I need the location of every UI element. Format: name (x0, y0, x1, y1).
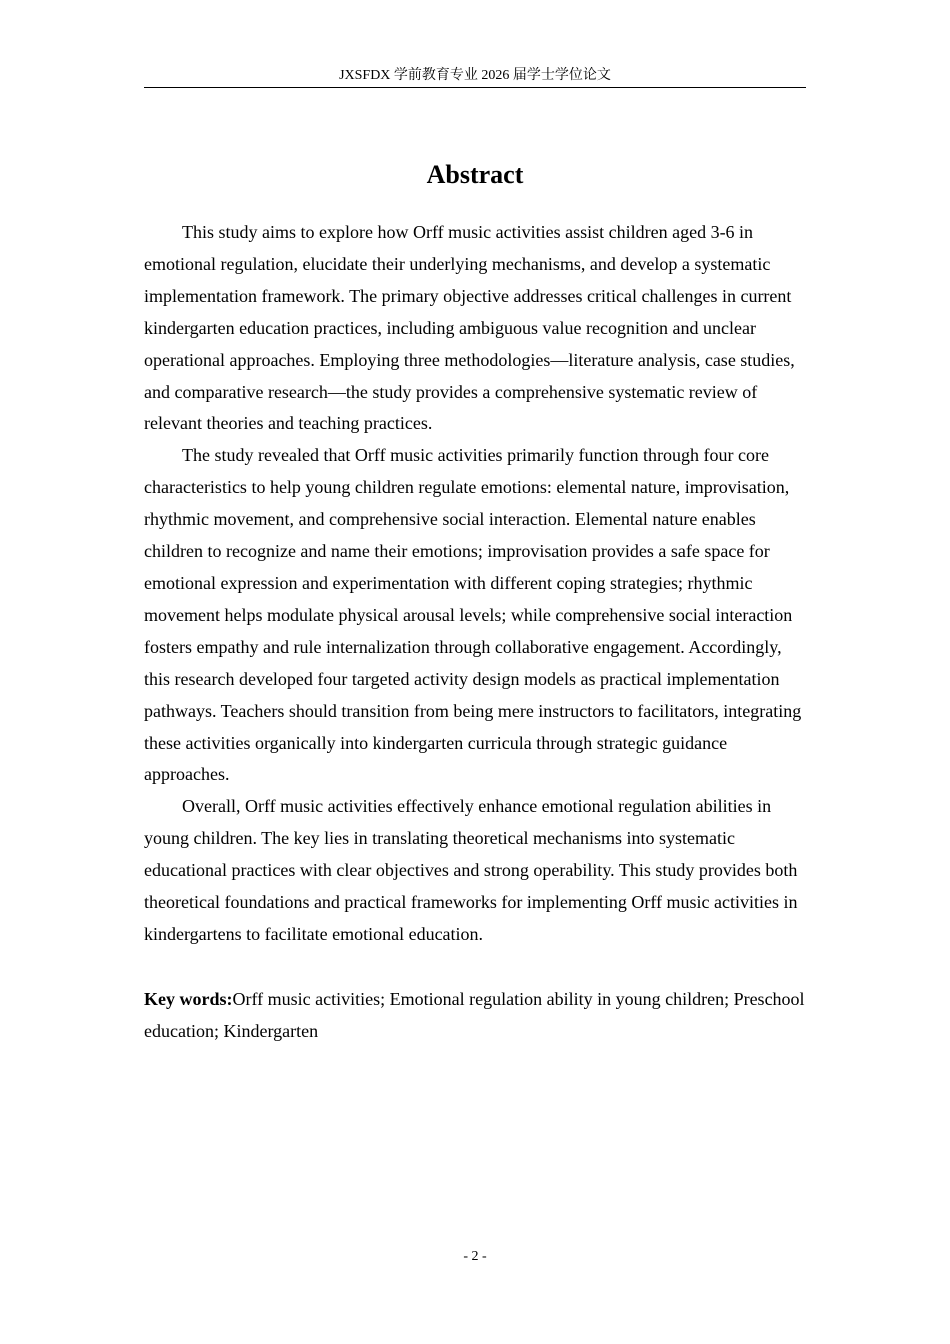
abstract-paragraph-2: The study revealed that Orff music activities primarily function through four core characteristics to help young children regulate emotions: elemental nature, improvisation, rhythmic movement, and comprehensive social interaction. Elemental nature enables children to recognize and name their emotions; improvisation provides a safe space for emotional expression and experimentation with different coping strategies; rhythmic movement helps modulate physical arousal levels; while comprehensive social interaction fosters empathy and rule internalization through collaborative engagement. Accordingly, this research developed four targeted activity design models as practical implementation pathways. Teachers should transition from being mere instructors to facilitators, integrating these activities organically into kindergarten curricula through strategic guidance approaches. (144, 445, 802, 785)
keywords (144, 984, 806, 1047)
abstract-body (144, 217, 806, 951)
keywords-label: Key words: (144, 989, 233, 1009)
abstract-paragraph-1: This study aims to explore how Orff music activities assist children aged 3-6 in emotional regulation, elucidate their underlying mechanisms, and develop a systematic implementation framework. The primary objective addresses critical challenges in current kindergarten education practices, including ambiguous value recognition and unclear operational approaches. Employing three methodologies—literature analysis, case studies, and comparative research—the study provides a comprehensive systematic review of relevant theories and teaching practices. (144, 222, 795, 434)
running-header: JXSFDX 学前教育专业 2026 届学士学位论文 (144, 66, 806, 88)
keywords-text: Orff music activities; Emotional regulation ability in young children; Preschool education; Kindergarten (144, 989, 805, 1041)
abstract-paragraph-3: Overall, Orff music activities effectively enhance emotional regulation abilities in young children. The key lies in translating theoretical mechanisms into systematic educational practices with clear objectives and strong operability. This study provides both theoretical foundations and practical frameworks for implementing Orff music activities in kindergartens to facilitate emotional education. (144, 796, 798, 944)
abstract-title: Abstract (426, 160, 524, 189)
page-number: - 2 - (463, 1249, 487, 1264)
